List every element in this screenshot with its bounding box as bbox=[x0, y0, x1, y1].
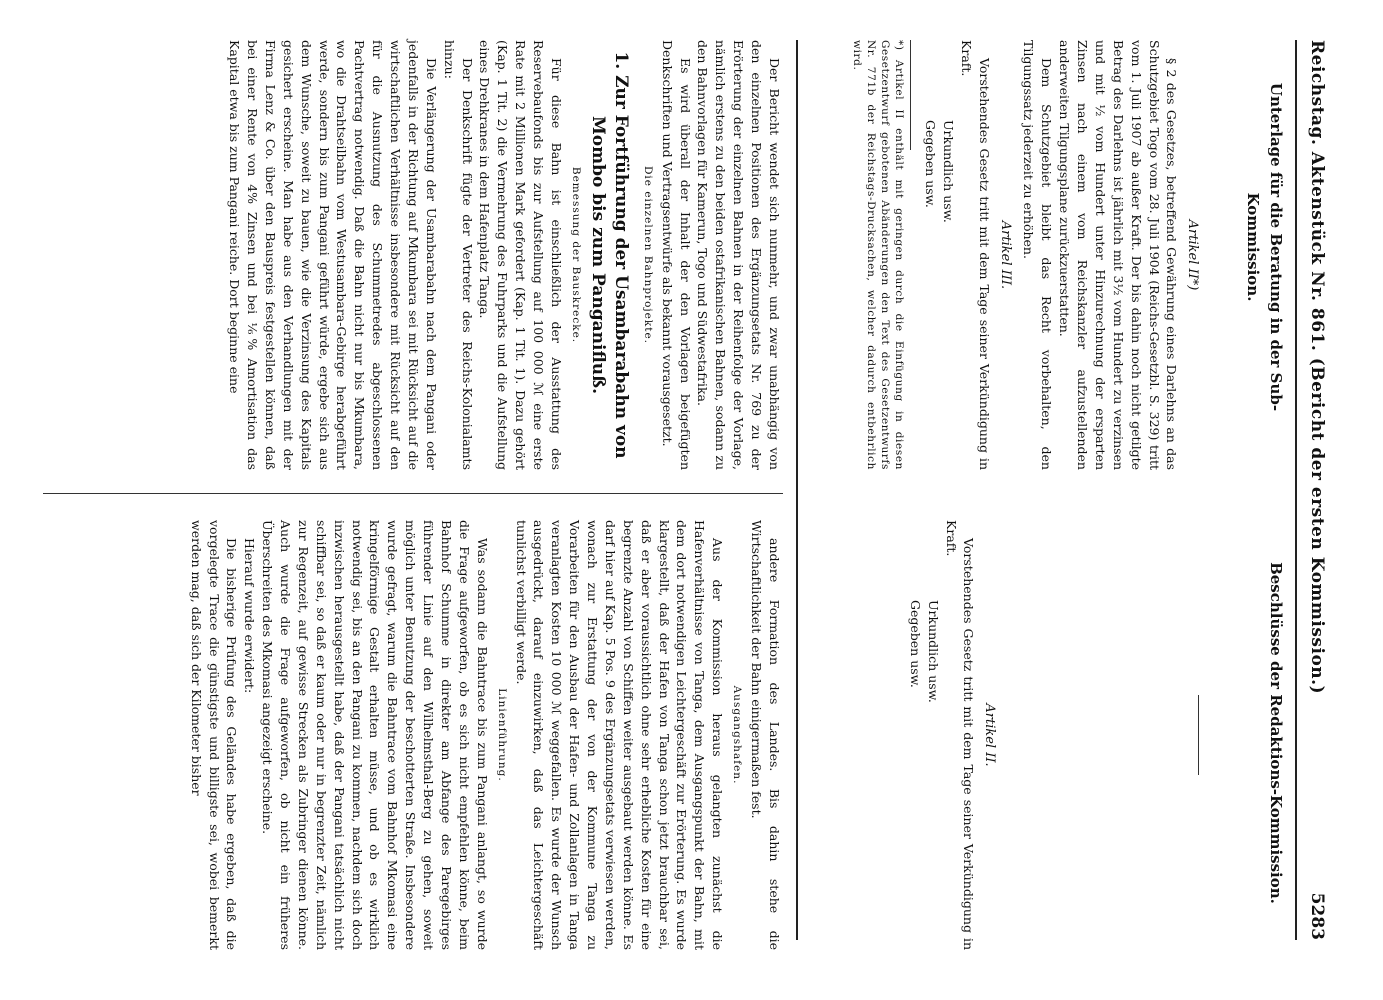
gegeben-line: Gegeben usw. bbox=[923, 120, 939, 208]
paragraph: Was sodann die Bahntrace bis zum Pangani anlangt, so wurde die Frage aufgeworfen, ob es sich nicht empfehlen könne, beim Bahnhof Schumme in direkter am Abfange des Paregebirges führender Linie auf den Wilhelmsthal-Berg zu gehen, soweit möglich unter Benutzung der beschotterten Straße. Insbesondere wurde gefragt, warum die Bahntrace vom Bahnhof Mkomasi eine kringelförmige Gestalt erhalten müsse, und ob es wirklich notwendig sei, bis an den Pangani zu kommen, nachdem sich doch inzwischen herausgestellt habe, daß der Pangani tatsächlich nicht schiffbar sei, so daß er kaum oder nur in begrenzter Zeit, nämlich zur Regenzeit, auf gewisse Strecken als Zubringer dienen könne. Auch wurde die Frage aufgeworfen, ob nicht ein früheres Überschreiten des Mkomasi angezeigt erscheine. bbox=[260, 520, 490, 950]
small-heading: Die einzelnen Bahnprojekte. bbox=[641, 165, 654, 344]
short-rule bbox=[1198, 695, 1199, 775]
page-number: 5283 bbox=[1307, 892, 1327, 940]
paragraph: Hierauf wurde erwidert: bbox=[242, 538, 258, 694]
paragraph: Der Denkschrift fügte der Vertreter des Reichs-Kolonialamts hinzu: bbox=[441, 40, 475, 470]
column-subtitles bbox=[1217, 40, 1287, 940]
right-column-upper bbox=[906, 520, 1207, 950]
article-iii-heading: Artikel III. bbox=[997, 220, 1013, 290]
page-header bbox=[1295, 40, 1331, 940]
header-title: Reichstag. Aktenstück Nr. 861. (Bericht der ersten Kommission.) bbox=[1307, 40, 1327, 695]
subtitle-left: Unterlage für die Beratung in der Sub-Kommission. bbox=[1244, 82, 1285, 412]
paragraph: Vorstehendes Gesetz tritt mit dem Tage seiner Verkündigung in Kraft. bbox=[959, 40, 992, 470]
paragraph: Dem Schutzgebiet bleibt das Recht vorbehalten, den Tilgungssatz jederzeit zu erhöhen. bbox=[1021, 40, 1055, 470]
gegeben-line: Gegeben usw. bbox=[907, 600, 923, 688]
left-column-lower bbox=[225, 40, 783, 470]
urkundlich-line: Urkundlich usw. bbox=[925, 600, 941, 703]
paragraph: Es wird überall der Inhalt der den Vorlagen beigefügten Denkschriften und Vertragsentwürfe als bekannt vorausgesetzt. bbox=[659, 40, 693, 470]
subsection-heading: Linienführung. bbox=[495, 688, 508, 782]
column-rule bbox=[43, 493, 783, 494]
subsection-heading: Ausgangshafen. bbox=[731, 685, 744, 785]
footnote: *) Artikel II enthält mit geringen durch die Einfügung in diesen Gesetzentwurf gebotenen Abänderungen den Text des Gesetzentwurfs Nr. 771b der Reichstags-Drucksachen, welcher dadurch entbehrlich wird. bbox=[850, 40, 906, 470]
paragraph: § 2 des Gesetzes, betreffend Gewährung eines Darlehns an das Schutzgebiet Togo vom 28. Juli 1904 (Reichs-Gesetzbl. S. 329) tritt vom 1. Juli 1907 ab außer Kraft. Der bis dahin noch nicht getilgte Betrag des Darlehns ist jährlich mit 3½ vom Hundert zu verzinsen und mit ½ vom Hundert unter Hinzurechnung der ersparten Zinsen nach einem vom Reichskanzler aufzustellenden anderweiten Tilgungsplane zurückzuerstatten. bbox=[1057, 40, 1180, 470]
paragraph: Die Verlängerung der Usambarabahn nach dem Pangani oder jedenfalls in der Richtung auf Mkumbara sei mit Rücksicht auf die wirtschaftlichen Verhältnisse insbesondere mit Rücksicht auf den für die Ausnutzung des Schummetredes abgeschlossenen Pachtvertrag notwendig. Daß die Bahn nicht nur bis Mkumbara, wo die Drahtseilbahn vom Westusambara-Gebirge herabgeführt werde, sondern bis zum Pangani geführt würde, ergebe sich aus dem Wunsche, soweit zu bauen, wie die Verzinsung des Kapitals gesichert erscheine. Man habe aus den Verhandlungen mit der Firma Lenz & Co. über den Bauspreis festgestellen können, daß bei einer Rente von 4% Zinsen und bei ⅙% Amortisation das Kapital etwa bis zum Pangani reiche. Dort beginne eine bbox=[227, 40, 439, 470]
subtitle-right: Beschlüsse der Redaktions-Kommission. bbox=[1267, 562, 1285, 904]
urkundlich-line: Urkundlich usw. bbox=[941, 120, 957, 223]
right-column-lower bbox=[187, 520, 783, 950]
paragraph: Die bisherige Prüfung des Geländes habe ergeben, daß die vorgelegte Trace die günstigste und billigste sei, wobei bemerkt werden mag, daß sich der Kilometer bisher bbox=[188, 520, 240, 950]
paragraph: andere Formation des Landes. Bis dahin stehe die Wirtschaftlichkeit der Bahn einigermaßen fest. bbox=[749, 520, 782, 950]
footnote-rule bbox=[910, 40, 911, 150]
subsection-heading: Bemessung der Bauskrecke. bbox=[570, 166, 582, 344]
paragraph: Der Bericht wendet sich nunmehr, und zwar unabhängig von den einzelnen Positionen des Ergänzungsetats Nr. 769 zu der Erörterung der einzelnen Bahnen in der Reihenfolge der Vorlage, nämlich erstens zu den beiden ostafrikanischen Bahnen, sodann zu den Bahnvorlagen für Kamerun, Togo und Südwestafrika. bbox=[695, 40, 782, 470]
article-ii-heading: Artikel II*) bbox=[1185, 219, 1200, 291]
paragraph: Für diese Bahn ist einschließlich der Ausstattung des Reservebaufonds bis zur Aufstellung auf 100 000 ℳ eine erste Rate mit 2 Millionen Mark gefordert (Kap. 1 Tit. 1). Dazu gehört (Kap. 1 Tit. 2) die Vermehrung des Fuhrparks und die Aufstellung eines Drehkranes in dem Hafenplatz Tanga. bbox=[477, 40, 564, 470]
paragraph: Aus der Kommission heraus gelangten zunächst die Hafenverhältnisse von Tanga, dem Ausgangspunkt der Bahn, mit dem dort notwendigen Leichtergeschäft zur Erörterung. Es wurde klargestellt, daß der Hafen von Tanga schon jetzt brauchbar sei, daß er aber voraussichtlich ohne sehr erhebliche Kosten für eine begrenzte Anzahl von Schiffen weiter ausgebaut werden könne. Es darf hier auf Kap. 5 Pos. 9 des Ergänzungsetats verwiesen werden, wonach zur Erstattung der von der Kommune Tanga zu Vorarbeiten für den Ausbau der Hafen- und Zollanlagen in Tanga veranlagten Kosten 10 000 ℳ weggefallen. Es wurde der Wunsch ausgedrückt, darauf einzuwirken, daß das Leichtergeschäft tunlichst verbilligt werde. bbox=[513, 520, 726, 950]
paragraph: Vorstehendes Gesetz tritt mit dem Tage seiner Verkündigung in Kraft. bbox=[943, 520, 977, 950]
section-divider bbox=[796, 40, 798, 940]
section-title: 1. Zur Fortführung der Usambarabahn von Mombo bis zum Panganifluß. bbox=[587, 51, 631, 459]
left-column-upper bbox=[839, 40, 1207, 470]
article-ii-heading-right: Artikel II. bbox=[982, 703, 997, 767]
